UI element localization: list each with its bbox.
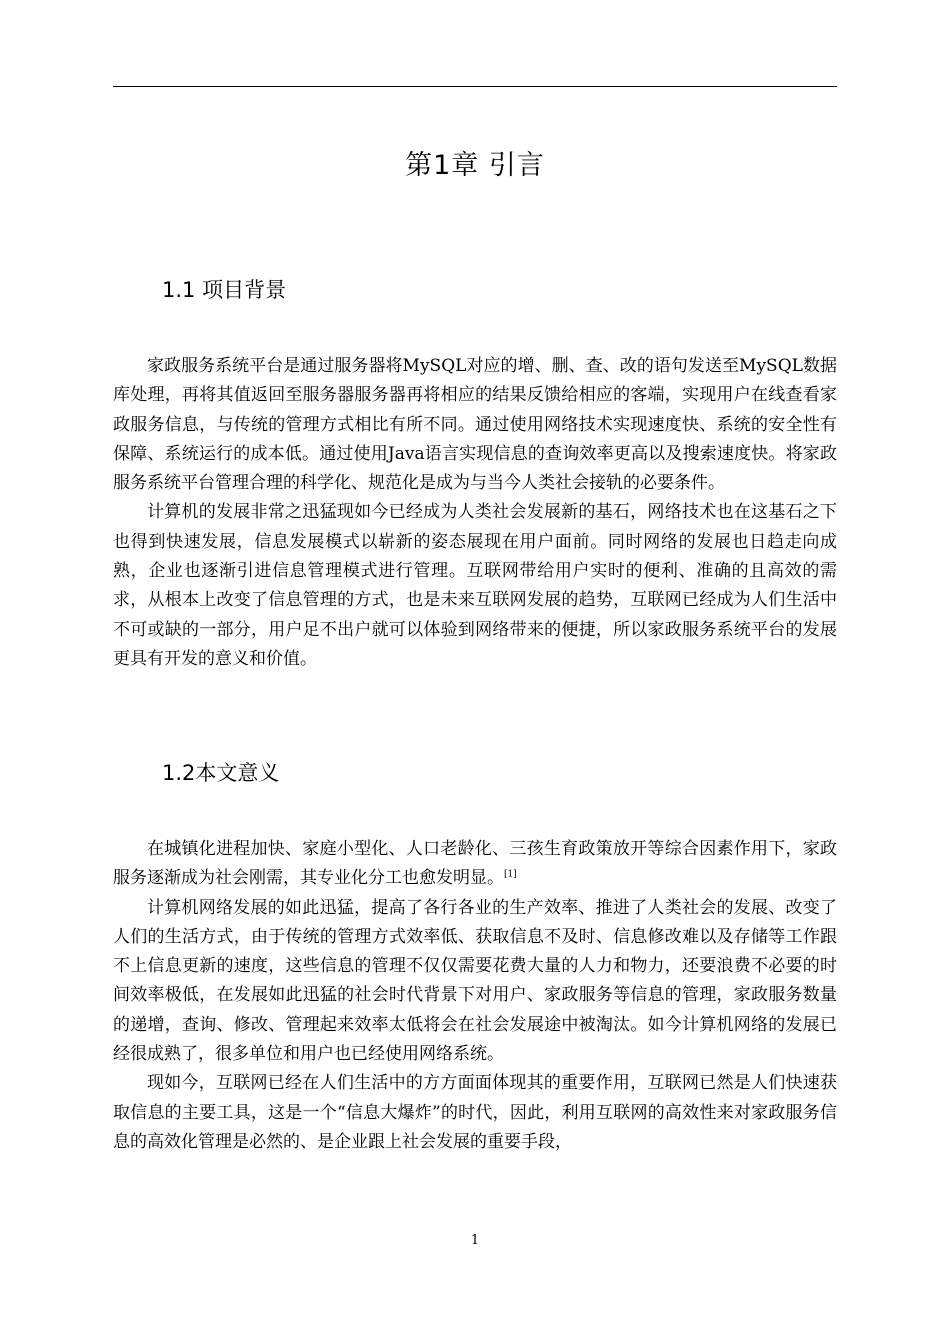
paragraph-text: 在城镇化进程加快、家庭小型化、人口老龄化、三孩生育政策放开等综合因素作用下，家政服务逐渐成为社会刚需，其专业化分工也愈发明显。 (113, 839, 837, 889)
citation-marker: [1] (504, 869, 517, 880)
header-rule (113, 86, 837, 87)
chapter-title: 第1章 引言 (405, 150, 545, 181)
section-1-1-body (113, 352, 837, 674)
section-title-1-1: 1.1 项目背景 (162, 278, 287, 302)
paragraph: 计算机网络发展的如此迅猛，提高了各行各业的生产效率、推进了人类社会的发展、改变了人们的生活方式，由于传统的管理方式效率低、获取信息不及时、信息修改难以及存储等工作跟不上信息更新的速度，这些信息的管理不仅仅需要花费大量的人力和物力，还要浪费不必要的时间效率极低，在发展如此迅猛的社会时代背景下对用户、家政服务等信息的管理，家政服务数量的递增，查询、修改、管理起来效率太低将会在社会发展途中被淘汰。如今计算机网络的发展已经很成熟了，很多单位和用户也已经使用网络系统。 (113, 897, 837, 1065)
paragraph (113, 835, 837, 894)
page-number: 1 (470, 1233, 480, 1248)
paragraph: 计算机的发展非常之迅猛现如今已经成为人类社会发展新的基石，网络技术也在这基石之下也得到快速发展，信息发展模式以崭新的姿态展现在用户面前。同时网络的发展也日趋走向成熟，企业也逐渐引进信息管理模式进行管理。互联网带给用户实时的便利、准确的且高效的需求，从根本上改变了信息管理的方式，也是未来互联网发展的趋势，互联网已经成为人们生活中不可或缺的一部分，用户足不出户就可以体验到网络带来的便捷，所以家政服务系统平台的发展更具有开发的意义和价值。 (113, 502, 837, 669)
paragraph: 家政服务系统平台是通过服务器将MySQL对应的增、删、查、改的语句发送至MySQL数据库处理，再将其值返回至服务器服务器再将相应的结果反馈给相应的客端，实现用户在线查看家政服务信息，与传统的管理方式相比有所不同。通过使用网络技术实现速度快、系统的安全性有保障、系统运行的成本低。通过使用Java语言实现信息的查询效率更高以及搜索速度快。将家政服务系统平台管理合理的科学化、规范化是成为与当今人类社会接轨的必要条件。 (113, 356, 837, 494)
paragraph: 现如今，互联网已经在人们生活中的方方面面体现其的重要作用，互联网已然是人们快速获取信息的主要工具，这是一个“信息大爆炸”的时代，因此，利用互联网的高效性来对家政服务信息的高效化管理是必然的、是企业跟上社会发展的重要手段， (113, 1073, 837, 1152)
section-title-1-2: 1.2本文意义 (162, 761, 280, 785)
section-1-2-body (113, 835, 837, 1157)
